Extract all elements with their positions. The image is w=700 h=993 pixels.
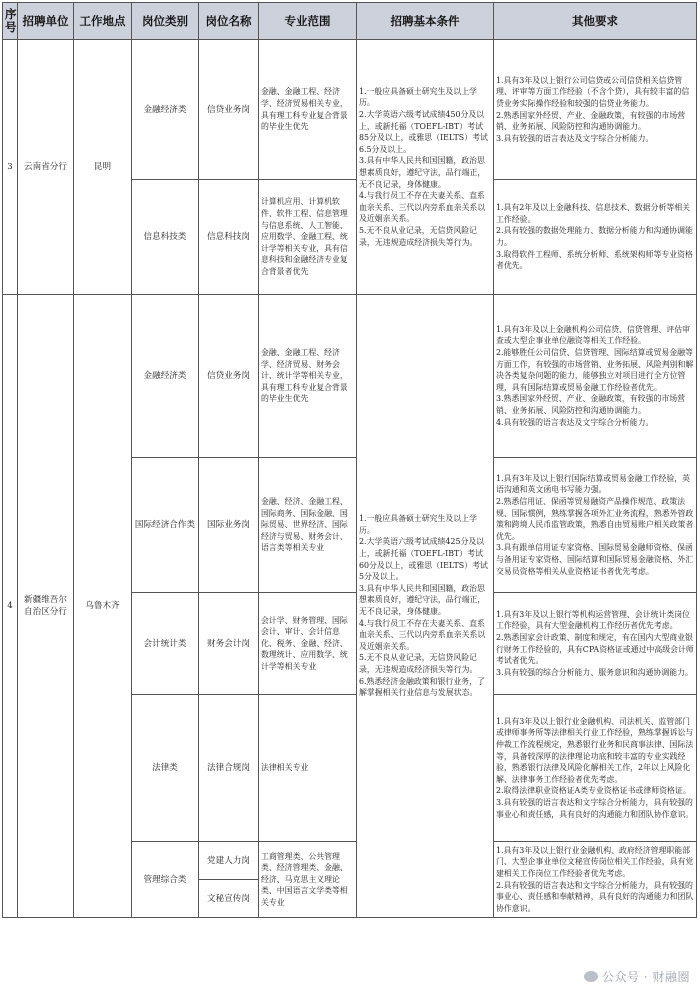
header-position: 岗位名称	[199, 3, 259, 40]
basic-cell: 1.一般应具备硕士研究生及以上学历。 2.大学英语六级考试成绩425分及以上，或新托福（TOEFL-IBT）考试60分及以上，或雅思（IELTS）考试5分及以上。 3.具有中华人民共和国国籍，政治思想素质良好，遵纪守法，品行端正，无不良记录，身体健康。 4.与我行员工不存在夫妻关系、直系血亲关系、三代以内旁系血亲关系以及近姻亲关系。 5.无不良从业记录，无信贷风险记录，无违规造成经济损失等行为。 6.熟悉经济金融政策和银行业务，了解掌握相关行业信息与发展状态。	[357, 295, 494, 918]
recruitment-table	[2, 2, 697, 918]
unit-cell: 新疆维吾尔自治区分行	[18, 295, 74, 918]
major-cell: 工商管理类、公共管理类、经济管理类、金融、经济、马克思主义理论类、中国语言文学类等相关专业	[259, 842, 357, 918]
major-cell: 金融、金融工程、经济学、经济贸易相关专业，具有理工科专业复合背景的毕业生优先	[259, 40, 357, 180]
header-unit: 招聘单位	[18, 3, 74, 40]
major-cell: 金融、金融工程、经济学、经济贸易、财务会计、统计学等相关专业，具有理工科专业复合背景的毕业生优先	[259, 295, 357, 458]
location-cell: 昆明	[74, 40, 132, 295]
other-cell: 1.具有3年及以上银行国际结算或贸易金融工作经验，英语沟通和英文函电书写能力强。 2.熟悉信用证、保函等贸易融资产品操作规范、政策法规、国际惯例，熟练掌握各项外汇业务流程，熟悉外管政策和跨境人民币监管政策，熟悉自由贸易账户相关政策者优先。 3.具有跟单信用证专家资格、国际贸易金融师资格、保函与备用证专家资格、国际结算和国际贸易金融资格、外汇交易员资格等相关从业资格证书者优先考虑。	[494, 458, 697, 593]
header-row	[3, 3, 697, 40]
header-other: 其他要求	[494, 3, 697, 40]
seq-cell: 4	[3, 295, 18, 918]
position-cell: 党建人力岗	[199, 842, 259, 880]
other-cell: 1.具有3年及以上金融机构公司信贷、信贷管理、评估审查或大型企事业单位融资等相关工作经验。 2.能够胜任公司信贷、信贷管理、国际结算或贸易金融等方面工作，有较强的市场营销、业务拓展、风险判别和解决各类复杂问题的能力，能够独立对项目进行全方位管理，具有国际结算或贸易金融工作经验者优先。 3.熟悉国家外经贸、产业、金融政策，有较强的市场营销、业务拓展、风险防控和沟通协调能力。 4.具有较强的语言表达及文字综合分析能力。	[494, 295, 697, 458]
position-cell: 信贷业务岗	[199, 40, 259, 180]
position-cell: 财务会计岗	[199, 593, 259, 695]
category-cell: 金融经济类	[132, 295, 199, 458]
category-cell: 管理综合类	[132, 842, 199, 918]
category-cell: 信息科技类	[132, 180, 199, 295]
major-cell: 会计学、财务管理、国际会计、审计、会计信息化、税务、金融、经济、数理统计、应用数学、统计学等相关专业	[259, 593, 357, 695]
position-cell: 信贷业务岗	[199, 295, 259, 458]
header-basic: 招聘基本条件	[357, 3, 494, 40]
category-cell: 会计统计类	[132, 593, 199, 695]
table-row	[3, 40, 697, 180]
category-cell: 金融经济类	[132, 40, 199, 180]
other-cell: 1.具有3年及以上银行等机构运营管理、会计统计类岗位工作经验，具有大型金融机构工作经历者优先考虑。 2.熟悉国家会计政策、制度和规定，有在国内大型商业银行财务工作经验的，具有CPA资格证或通过中高级会计师考试者优先。 3.具有较强的综合分析能力、服务意识和沟通协调能力。	[494, 593, 697, 695]
watermark-text: 公众号 · 财融圈	[602, 970, 690, 984]
header-major: 专业范围	[259, 3, 357, 40]
header-seq: 序号	[3, 3, 18, 40]
position-cell: 文秘宣传岗	[199, 880, 259, 918]
major-cell: 计算机应用、计算机软件、软件工程、信息管理与信息系统、人工智能、应用数学、金融工程、统计学等相关专业，具有信息科技和金融经济专业复合背景者优先	[259, 180, 357, 295]
wechat-icon	[584, 971, 598, 982]
location-cell: 乌鲁木齐	[74, 295, 132, 918]
table-row	[3, 295, 697, 458]
basic-cell: 1.一般应具备硕士研究生及以上学历。 2.大学英语六级考试成绩450分及以上，或新托福（TOEFL-IBT）考试85分及以上，或雅思（IELTS）考试6.5分及以上。 3.具有中华人民共和国国籍，政治思想素质良好，遵纪守法，品行端正，无不良记录，身体健康。 4.与我行员工不存在夫妻关系、直系血亲关系、三代以内旁系血亲关系以及近姻亲关系。 5.无不良从业记录，无信贷风险记录，无违规造成经济损失等行为。	[357, 40, 494, 295]
other-cell: 1.具有2年及以上金融科技、信息技术、数据分析等相关工作经验。 2.具有较强的数据处理能力、数据分析能力和沟通协调能力。 3.取得软件工程师、系统分析师、系统架构师等专业资格者优先。	[494, 180, 697, 295]
major-cell: 金融、经济、金融工程、国际商务、国际金融、国际贸易、世界经济、国际经济与贸易、财务会计、语言类等相关专业	[259, 458, 357, 593]
seq-cell: 3	[3, 40, 18, 295]
category-cell: 国际经济合作类	[132, 458, 199, 593]
category-cell: 法律类	[132, 695, 199, 842]
unit-cell: 云南省分行	[18, 40, 74, 295]
major-cell: 法律相关专业	[259, 695, 357, 842]
other-cell: 1.具有3年及以上银行业金融机构、司法机关、监管部门或律师事务所等法律相关行业工作经验，熟练掌握诉讼与仲裁工作流程规定，熟悉银行业务和民商事法律、国际法等，具备较深厚的法律理论功底和较丰富的专业实践经验，熟悉银行法律及风险化解相关工作，2年以上风险化解、法律事务工作经验者优先考虑。 2.取得法律职业资格证A类专业资格证书或律师资格证。 3.具有较强的语言表达和文字综合分析能力，具有较强的事业心和责任感，具有良好的沟通能力和团队协作意识。	[494, 695, 697, 842]
position-cell: 法律合规岗	[199, 695, 259, 842]
header-location: 工作地点	[74, 3, 132, 40]
position-cell: 信息科技岗	[199, 180, 259, 295]
header-category: 岗位类别	[132, 3, 199, 40]
other-cell: 1.具有3年及以上银行公司信贷或公司信贷相关信贷管理、评审等方面工作经验（不含个贷），具有较丰富的信贷业务实际操作经验和较强的信贷业务能力。 2.熟悉国家外经贸、产业、金融政策，有较强的市场营销、业务拓展、风险防控和沟通协调能力。 3.具有较强的语言表达及文字综合分析能力。	[494, 40, 697, 180]
other-cell: 1.具有3年及以上银行业金融机构、政府经济管理职能部门、大型企事业单位文秘宣传岗位相关工作经验，具有党建相关工作岗位工作经验者优先考虑。 2.具有较强的语言表达和文字综合分析能力，具有较强的事业心、责任感和奉献精神，具有良好的沟通能力和团队协作意识。	[494, 842, 697, 918]
position-cell: 国际业务岗	[199, 458, 259, 593]
watermark	[584, 968, 690, 985]
